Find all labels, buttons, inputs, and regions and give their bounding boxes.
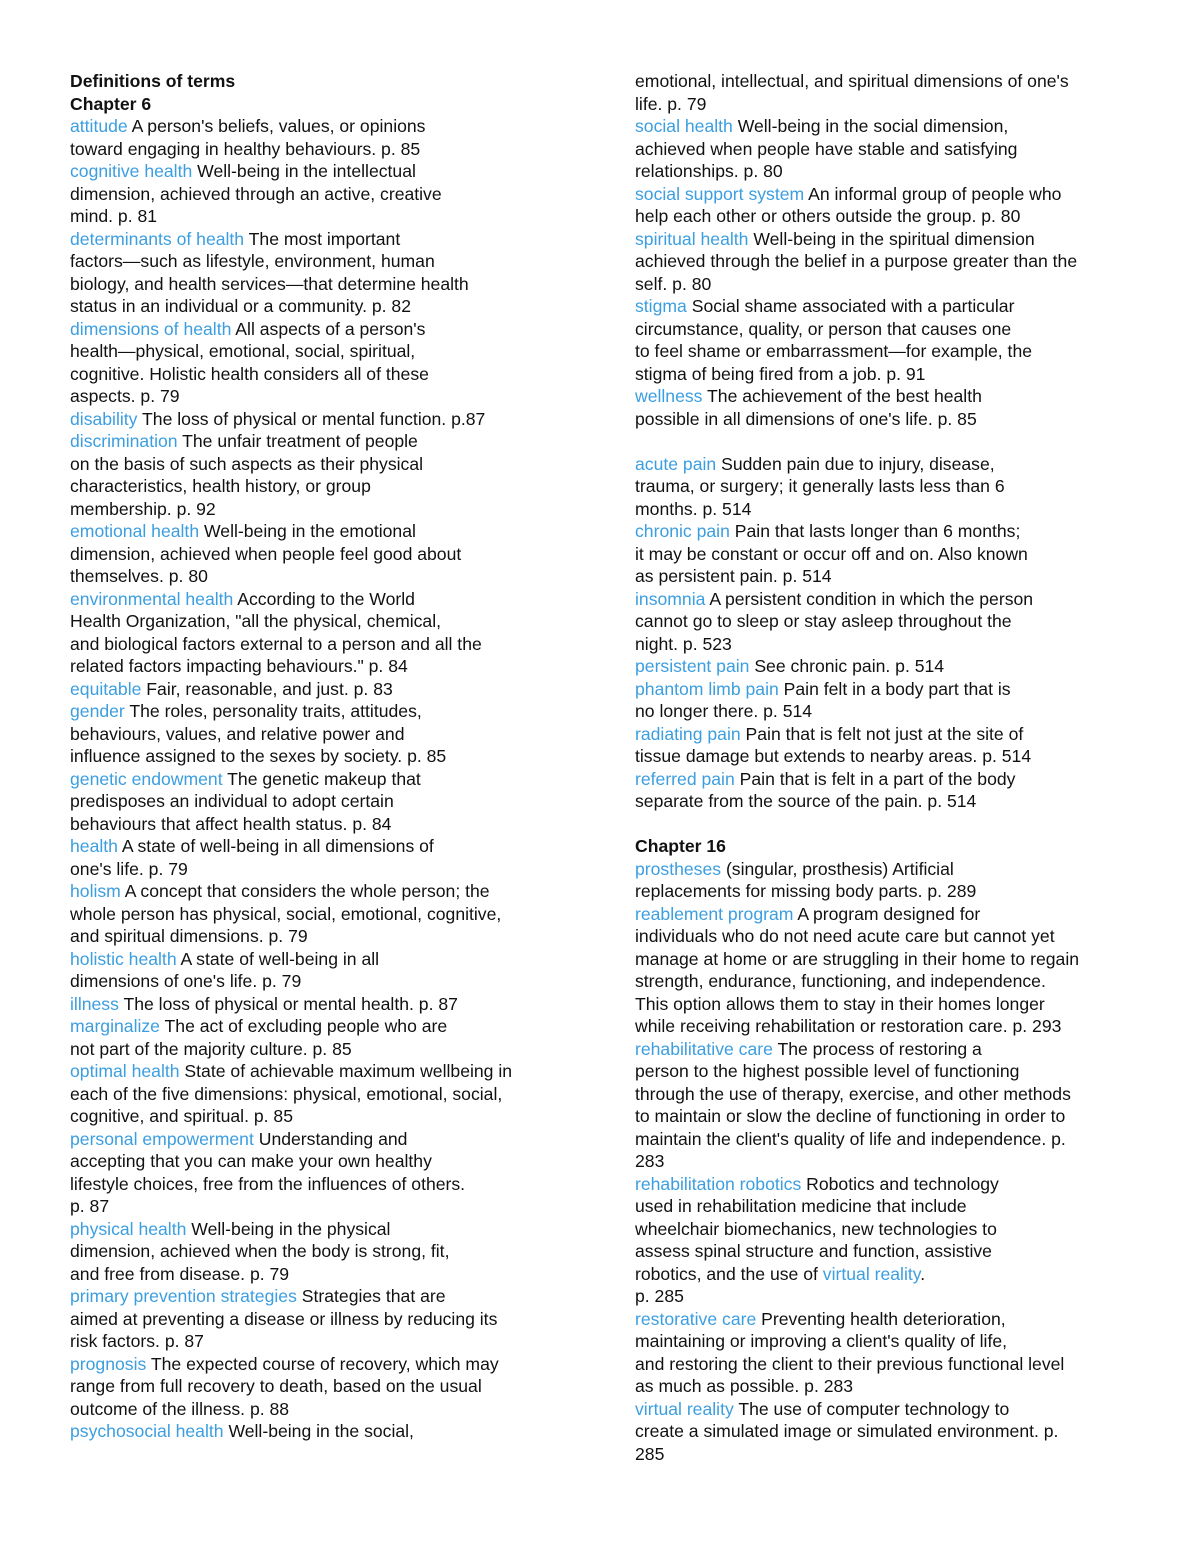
definition-text: replacements for missing body parts. p. 289 [635, 881, 977, 901]
definition-text: on the basis of such aspects as their physical [70, 453, 424, 474]
definition-text: The achievement of the best health [702, 386, 982, 406]
glossary-entry-attitude [70, 115, 580, 138]
right-column [635, 70, 1155, 1465]
glossary-term: disability [70, 408, 138, 429]
definition-line [70, 295, 580, 318]
definition-line [635, 250, 1155, 273]
definition-line [635, 138, 1155, 161]
glossary-term: illness [70, 993, 119, 1014]
definition-text: individuals who do not need acute care but cannot yet [635, 926, 1055, 946]
definition-text: Well-being in the spiritual dimension [748, 228, 1035, 249]
definition-line [635, 1060, 1155, 1083]
definition-text: The most important [244, 228, 401, 249]
definition-line [70, 633, 580, 656]
definition-line [635, 1420, 1155, 1443]
definition-text: outcome of the illness. p. 88 [70, 1398, 290, 1419]
definition-line [70, 385, 580, 408]
glossary-term: psychosocial health [70, 1421, 224, 1441]
glossary-entry-spiritual-health [635, 228, 1155, 251]
definition-line [70, 1375, 580, 1398]
definition-line [635, 318, 1155, 341]
definition-text: The genetic makeup that [222, 768, 421, 789]
definition-text: months. p. 514 [635, 498, 752, 519]
definition-text: A person's beliefs, values, or opinions [127, 116, 426, 136]
definition-text: achieved when people have stable and satisfying [635, 138, 1018, 159]
definition-text: themselves. p. 80 [70, 566, 208, 586]
definition-line [635, 948, 1155, 971]
glossary-entry-referred-pain [635, 768, 1155, 791]
glossary-term: genetic endowment [70, 768, 223, 789]
definition-line [70, 790, 580, 813]
definition-line [635, 70, 1155, 93]
definition-line [635, 880, 1155, 903]
glossary-entry-genetic-endowment [70, 768, 580, 791]
definition-text: Well-being in the social, [223, 1421, 414, 1441]
definition-line [70, 1173, 580, 1196]
glossary-entry-emotional-health [70, 520, 580, 543]
glossary-entry-prostheses [635, 858, 1155, 881]
definition-line [70, 655, 580, 678]
glossary-term: gender [70, 701, 125, 721]
glossary-term: dimensions of health [70, 318, 232, 339]
definition-text: A state of well-being in all dimensions of [117, 836, 434, 856]
definition-text: and free from disease. p. 79 [70, 1263, 290, 1284]
definition-text: night. p. 523 [635, 633, 732, 654]
glossary-entry-primary-prevention-strategies [70, 1285, 580, 1308]
definition-line [635, 1128, 1155, 1151]
definition-text: separate from the source of the pain. p. 514 [635, 791, 977, 811]
glossary-term: attitude [70, 116, 128, 136]
definition-text: p. 285 [635, 1286, 684, 1306]
definition-text: . [920, 1263, 926, 1284]
definition-text: person to the highest possible level of functioning [635, 1061, 1020, 1081]
definition-text: possible in all dimensions of one's life. p. 85 [635, 408, 977, 429]
definition-text: achieved through the belief in a purpose greater than the [635, 251, 1078, 271]
definition-line [635, 925, 1155, 948]
definition-text: no longer there. p. 514 [635, 701, 813, 721]
definition-text: behaviours, values, and relative power and [70, 723, 405, 744]
glossary-entry-social-support-system [635, 183, 1155, 206]
glossary-entry-discrimination [70, 430, 580, 453]
definition-text: This option allows them to stay in their homes longer [635, 993, 1045, 1014]
definition-line [70, 1083, 580, 1106]
definition-line [635, 1105, 1155, 1128]
definition-text: predisposes an individual to adopt certain [70, 791, 394, 811]
definition-text: manage at home or are struggling in their home to regain [635, 948, 1080, 969]
definition-text: dimensions of one's life. p. 79 [70, 971, 302, 991]
definition-text: Understanding and [253, 1128, 408, 1149]
definition-text: The process of restoring a [772, 1038, 982, 1059]
definition-text: aimed at preventing a disease or illness by reducing its [70, 1308, 498, 1329]
definition-line [70, 1308, 580, 1331]
definition-text: Pain that is felt not just at the site of [740, 723, 1024, 744]
definition-text: dimension, achieved through an active, creative [70, 183, 442, 204]
definition-line [635, 363, 1155, 386]
glossary-entry-disability [70, 408, 580, 431]
definition-text: membership. p. 92 [70, 498, 216, 519]
definition-line [70, 250, 580, 273]
glossary-entry-reablement-program [635, 903, 1155, 926]
definition-line [635, 1330, 1155, 1353]
glossary-term: social health [635, 116, 733, 136]
glossary-entry-dimensions-of-health [70, 318, 580, 341]
definition-line [70, 970, 580, 993]
definition-line [635, 1240, 1155, 1263]
definition-line [635, 1015, 1155, 1038]
glossary-term: referred pain [635, 768, 735, 789]
glossary-entry-virtual-reality [635, 1398, 1155, 1421]
definition-line [70, 138, 580, 161]
definition-text: as persistent pain. p. 514 [635, 566, 832, 586]
glossary-entry-gender [70, 700, 580, 723]
definition-line [635, 1195, 1155, 1218]
glossary-term: rehabilitative care [635, 1038, 773, 1059]
definition-line [635, 475, 1155, 498]
definition-text: robotics, and the use of [635, 1263, 823, 1284]
glossary-term: environmental health [70, 588, 234, 609]
glossary-term: personal empowerment [70, 1128, 254, 1149]
glossary-entry-radiating-pain [635, 723, 1155, 746]
glossary-term: equitable [70, 678, 142, 699]
definition-text: behaviours that affect health status. p. 84 [70, 813, 392, 834]
definition-text: Fair, reasonable, and just. p. 83 [141, 678, 393, 699]
definition-text: Pain felt in a body part that is [778, 678, 1011, 699]
definition-line [70, 1330, 580, 1353]
glossary-term: emotional health [70, 521, 200, 541]
definition-line [70, 543, 580, 566]
definition-text: lifestyle choices, free from the influences of others. [70, 1173, 466, 1194]
definition-line [635, 565, 1155, 588]
definition-text: influence assigned to the sexes by society. p. 85 [70, 746, 447, 766]
definition-text: Pain that lasts longer than 6 months; [729, 521, 1021, 541]
definition-text: life. p. 79 [635, 93, 707, 114]
definition-line [635, 340, 1155, 363]
glossary-term: spiritual health [635, 228, 749, 249]
glossary-term: chronic pain [635, 521, 730, 541]
definition-text: through the use of therapy, exercise, and other methods [635, 1083, 1071, 1104]
definition-text: mind. p. 81 [70, 206, 158, 226]
definition-text: A persistent condition in which the person [705, 588, 1034, 609]
glossary-entry-determinants-of-health [70, 228, 580, 251]
glossary-term: radiating pain [635, 723, 741, 744]
glossary-entry-physical-health [70, 1218, 580, 1241]
definition-text: Robotics and technology [801, 1173, 999, 1194]
definition-text: while receiving rehabilitation or restoration care. p. 293 [635, 1016, 1062, 1036]
definition-text: health—physical, emotional, social, spiritual, [70, 341, 416, 361]
definition-text: related factors impacting behaviours." p. 84 [70, 656, 408, 676]
definition-text: See chronic pain. p. 514 [749, 656, 945, 676]
definition-text: characteristics, health history, or group [70, 476, 371, 496]
definition-line [635, 1443, 1155, 1466]
definition-line [70, 1240, 580, 1263]
glossary-entry-holistic-health [70, 948, 580, 971]
definition-text: and spiritual dimensions. p. 79 [70, 926, 308, 946]
definition-line [635, 205, 1155, 228]
glossary-term-reference: virtual reality [822, 1263, 921, 1284]
glossary-entry-psychosocial-health [70, 1420, 580, 1443]
definition-text: whole person has physical, social, emotional, cognitive, [70, 903, 502, 924]
glossary-term: persistent pain [635, 656, 750, 676]
glossary-term: holism [70, 881, 121, 901]
glossary-term: holistic health [70, 948, 177, 969]
glossary-term: discrimination [70, 431, 178, 451]
definition-line [635, 408, 1155, 431]
definition-text: stigma of being fired from a job. p. 91 [635, 363, 926, 384]
definition-text: 283 [635, 1151, 665, 1171]
section-spacer [635, 813, 1155, 836]
glossary-term: cognitive health [70, 161, 193, 181]
definition-text: trauma, or surgery; it generally lasts less than 6 [635, 476, 1005, 496]
definition-text: Well-being in the physical [186, 1218, 391, 1239]
definition-text: Well-being in the social dimension, [732, 116, 1009, 136]
glossary-term: restorative care [635, 1308, 757, 1329]
glossary-term: wellness [635, 386, 703, 406]
definition-text: cannot go to sleep or stay asleep throughout the [635, 611, 1012, 631]
glossary-entry-holism [70, 880, 580, 903]
definition-line [635, 993, 1155, 1016]
glossary-term: acute pain [635, 453, 717, 474]
definition-text: p. 87 [70, 1196, 110, 1216]
glossary-term: social support system [635, 183, 805, 204]
definition-text: State of achievable maximum wellbeing in [179, 1061, 513, 1081]
glossary-term: virtual reality [635, 1398, 734, 1419]
definition-text: The loss of physical or mental function. p.87 [137, 408, 486, 429]
definition-text: one's life. p. 79 [70, 858, 188, 879]
definition-text: The loss of physical or mental health. p. 87 [118, 993, 458, 1014]
definition-text: not part of the majority culture. p. 85 [70, 1038, 352, 1059]
definition-text: The act of excluding people who are [159, 1016, 448, 1036]
definition-line [70, 498, 580, 521]
glossary-entry-acute-pain [635, 453, 1155, 476]
definition-text: each of the five dimensions: physical, emotional, social, [70, 1083, 503, 1104]
definition-line [635, 1150, 1155, 1173]
definition-text: it may be constant or occur off and on. Also known [635, 543, 1028, 564]
glossary-term: prognosis [70, 1353, 147, 1374]
glossary-entry-marginalize [70, 1015, 580, 1038]
definition-line [635, 1375, 1155, 1398]
definition-text: assess spinal structure and function, assistive [635, 1241, 992, 1261]
definition-text: The use of computer technology to [733, 1398, 1010, 1419]
definition-text: status in an individual or a community. p. 82 [70, 296, 411, 316]
definition-text: Well-being in the intellectual [192, 161, 416, 181]
definition-line [70, 1150, 580, 1173]
definition-line [635, 543, 1155, 566]
definition-text: to feel shame or embarrassment—for example, the [635, 341, 1033, 361]
glossary-entry-social-health [635, 115, 1155, 138]
glossary-term: health [70, 836, 118, 856]
glossary-entry-phantom-limb-pain [635, 678, 1155, 701]
definition-text: Strategies that are [296, 1286, 446, 1306]
glossary-entry-restorative-care [635, 1308, 1155, 1331]
definition-text: Pain that is felt in a part of the body [734, 768, 1016, 789]
definition-line [70, 1038, 580, 1061]
definition-line [70, 1105, 580, 1128]
definition-text: cognitive, and spiritual. p. 85 [70, 1106, 293, 1126]
definition-text: wheelchair biomechanics, new technologies to [635, 1218, 997, 1239]
definition-line [635, 1353, 1155, 1376]
glossary-term: insomnia [635, 588, 706, 609]
definition-line [635, 633, 1155, 656]
glossary-entry-wellness [635, 385, 1155, 408]
definition-line [70, 745, 580, 768]
definition-text: self. p. 80 [635, 273, 712, 294]
definition-text: 285 [635, 1443, 665, 1464]
definition-line [70, 183, 580, 206]
glossary-term: physical health [70, 1218, 187, 1239]
chapter-heading: Chapter 6 [70, 93, 152, 114]
glossary-entry-illness [70, 993, 580, 1016]
definition-text: circumstance, quality, or person that causes one [635, 318, 1012, 339]
definition-line [70, 205, 580, 228]
glossary-entry-stigma [635, 295, 1155, 318]
definition-line [635, 610, 1155, 633]
glossary-term: rehabilitation robotics [635, 1173, 802, 1194]
definition-text: used in rehabilitation medicine that include [635, 1196, 967, 1216]
definition-text: risk factors. p. 87 [70, 1331, 204, 1351]
definition-text: dimension, achieved when the body is strong, fit, [70, 1241, 450, 1261]
definition-line [635, 700, 1155, 723]
definition-text: create a simulated image or simulated environment. p. [635, 1421, 1059, 1441]
definition-text: strength, endurance, functioning, and independence. [635, 971, 1046, 991]
glossary-term: prostheses [635, 858, 722, 879]
definition-text: Health Organization, "all the physical, chemical, [70, 611, 442, 631]
definition-text: An informal group of people who [804, 183, 1062, 204]
glossary-entry-cognitive-health [70, 160, 580, 183]
definition-text: to maintain or slow the decline of functioning in order to [635, 1106, 1066, 1126]
glossary-entry-persistent-pain [635, 655, 1155, 678]
definition-line [635, 1083, 1155, 1106]
definition-text: biology, and health services—that determine health [70, 273, 469, 294]
definition-text: toward engaging in healthy behaviours. p. 85 [70, 138, 421, 159]
document-title: Definitions of terms [70, 71, 236, 91]
definition-line [635, 745, 1155, 768]
definition-text: Well-being in the emotional [199, 521, 416, 541]
definition-line [635, 160, 1155, 183]
definition-text: aspects. p. 79 [70, 386, 180, 406]
definition-text: emotional, intellectual, and spiritual dimensions of one's [635, 71, 1069, 91]
definition-line [70, 925, 580, 948]
definition-text: Preventing health deterioration, [756, 1308, 1006, 1329]
glossary-entry-prognosis [70, 1353, 580, 1376]
definition-text: and biological factors external to a person and all the [70, 633, 482, 654]
definition-line [635, 498, 1155, 521]
definition-line [70, 475, 580, 498]
definition-line [70, 565, 580, 588]
definition-text: as much as possible. p. 283 [635, 1376, 854, 1396]
definition-line [635, 1285, 1155, 1308]
definition-text: The unfair treatment of people [177, 431, 418, 451]
definition-text: A concept that considers the whole person; the [120, 881, 490, 901]
definition-line [70, 453, 580, 476]
definition-text: tissue damage but extends to nearby areas. p. 514 [635, 746, 1032, 766]
definition-text: maintain the client's quality of life and independence. p. [635, 1128, 1066, 1149]
glossary-term: primary prevention strategies [70, 1286, 297, 1306]
glossary-entry-chronic-pain [635, 520, 1155, 543]
chapter-heading: Chapter 16 [635, 836, 726, 856]
definition-line [70, 903, 580, 926]
definition-text: According to the World [233, 588, 415, 609]
definition-line [70, 723, 580, 746]
glossary-term: marginalize [70, 1016, 160, 1036]
definition-line [70, 1398, 580, 1421]
definition-text: maintaining or improving a client's quality of life, [635, 1331, 1008, 1351]
definition-line [70, 858, 580, 881]
definition-line [635, 790, 1155, 813]
glossary-term: phantom limb pain [635, 678, 779, 699]
definition-text: The expected course of recovery, which may [146, 1353, 499, 1374]
definition-text: (singular, prosthesis) Artificial [721, 858, 954, 879]
definition-line [635, 93, 1155, 116]
glossary-entry-personal-empowerment [70, 1128, 580, 1151]
definition-line [70, 363, 580, 386]
glossary-entry-insomnia [635, 588, 1155, 611]
definition-line [70, 340, 580, 363]
glossary-term: stigma [635, 296, 687, 316]
definition-text: The roles, personality traits, attitudes, [124, 701, 422, 721]
definition-line [635, 970, 1155, 993]
definition-line [70, 1263, 580, 1286]
glossary-term: determinants of health [70, 228, 245, 249]
definition-text: A state of well-being in all [176, 948, 380, 969]
definition-line [635, 1218, 1155, 1241]
definition-text: All aspects of a person's [231, 318, 426, 339]
definition-text: Sudden pain due to injury, disease, [716, 453, 995, 474]
left-column [70, 70, 580, 1443]
definition-text: relationships. p. 80 [635, 161, 783, 181]
glossary-entry-health [70, 835, 580, 858]
definition-line [70, 813, 580, 836]
definition-text: and restoring the client to their previous functional level [635, 1353, 1065, 1374]
definition-line [70, 273, 580, 296]
definition-text: dimension, achieved when people feel good about [70, 543, 462, 564]
section-spacer [635, 430, 1155, 453]
glossary-entry-rehabilitation-robotics [635, 1173, 1155, 1196]
definition-line [70, 610, 580, 633]
definition-line [635, 273, 1155, 296]
definition-text: help each other or others outside the group. p. 80 [635, 206, 1021, 226]
definition-text: cognitive. Holistic health considers all of these [70, 363, 429, 384]
glossary-term: reablement program [635, 903, 794, 924]
definition-line [70, 1195, 580, 1218]
definition-text: factors—such as lifestyle, environment, human [70, 251, 435, 271]
definition-text: range from full recovery to death, based on the usual [70, 1376, 482, 1396]
glossary-entry-equitable [70, 678, 580, 701]
definition-text: accepting that you can make your own healthy [70, 1151, 432, 1171]
definition-text: A program designed for [793, 903, 981, 924]
definition-text: Social shame associated with a particular [686, 296, 1015, 316]
glossary-entry-optimal-health [70, 1060, 580, 1083]
glossary-entry-rehabilitative-care [635, 1038, 1155, 1061]
glossary-term: optimal health [70, 1061, 180, 1081]
definition-line [635, 1263, 1155, 1286]
glossary-entry-environmental-health [70, 588, 580, 611]
